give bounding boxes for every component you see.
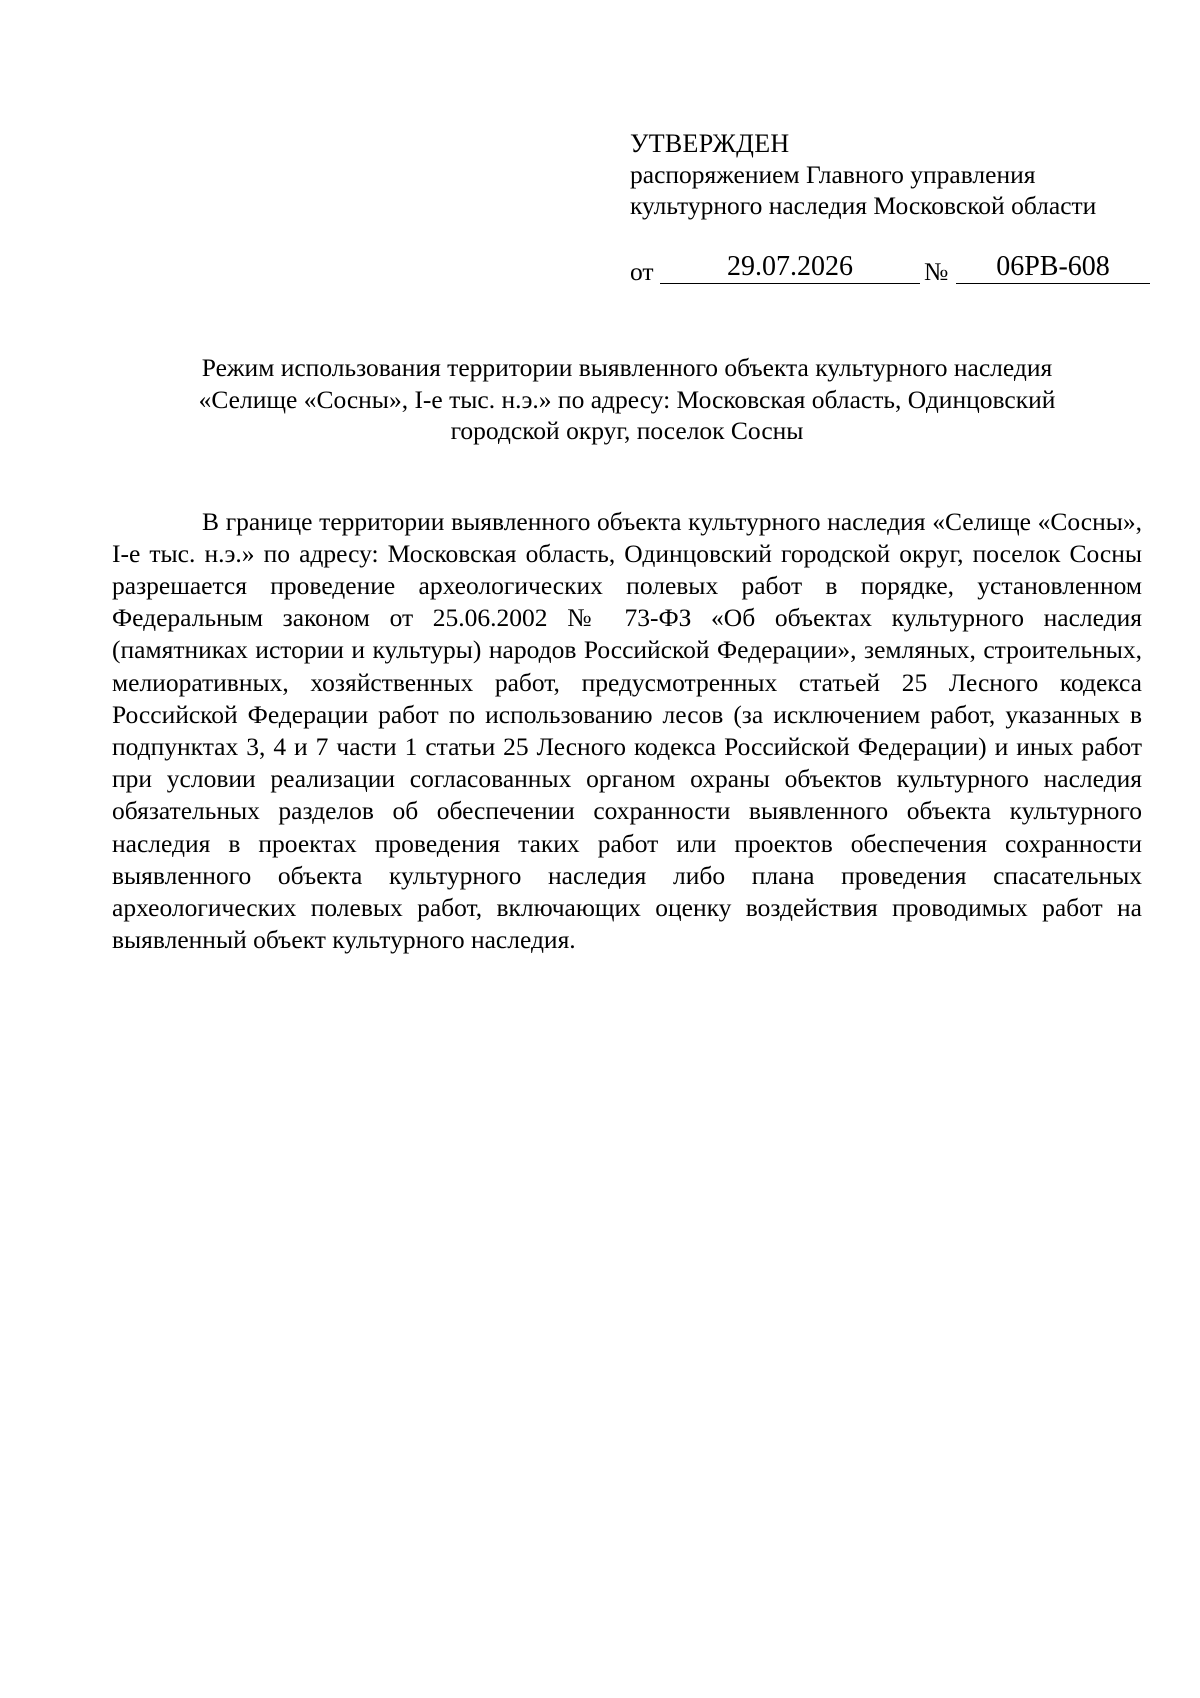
document-title [112,352,1142,447]
approval-stamp [630,128,1150,221]
approval-authority-line-1: распоряжением Главного управления [630,160,1036,189]
document-title-line-2: «Селище «Сосны», I-е тыс. н.э.» по адресу: Московская область, Одинцовский [198,384,1056,414]
number-label: № [924,257,949,286]
document-title-line-3: городской округ, поселок Сосны [450,416,804,445]
approval-title: УТВЕРЖДЕН [630,129,790,158]
order-number: 06РВ-608 [956,251,1150,284]
body-paragraph: В границе территории выявленного объекта культурного наследия «Селище «Сосны», I-е тыс. н.э.» по адресу: Московская область, Одинцовский городской округ, поселок Сосны разрешается проведение археологических полевых работ в порядке, установленном Федеральным законом от 25.06.2002 № 73-ФЗ «Об объектах культурного наследия (памятниках истории и культуры) народов Российской Федерации», земляных, строительных, мелиоративных, хозяйственных работ, предусмотренных статьей 25 Лесного кодекса Российской Федерации работ по использованию лесов (за исключением работ, указанных в подпунктах 3, 4 и 7 части 1 статьи 25 Лесного кодекса Российской Федерации) и иных работ при условии реализации согласованных органом охраны объектов культурного наследия обязательных разделов об обеспечении сохранности выявленного объекта культурного наследия в проектах проведения таких работ или проектов обеспечения сохранности выявленного объекта культурного наследия либо плана проведения спасательных археологических полевых работ, включающих оценку воздействия проводимых работ на выявленный объект культурного наследия. [112,506,1142,955]
approval-authority-line-2: культурного наследия Московской области [630,191,1097,220]
order-date: 29.07.2026 [660,251,920,284]
order-date-number-line [630,251,1150,291]
document-title-line-1: Режим использования территории выявленного объекта культурного наследия [201,353,1053,382]
date-label: от [630,257,654,286]
